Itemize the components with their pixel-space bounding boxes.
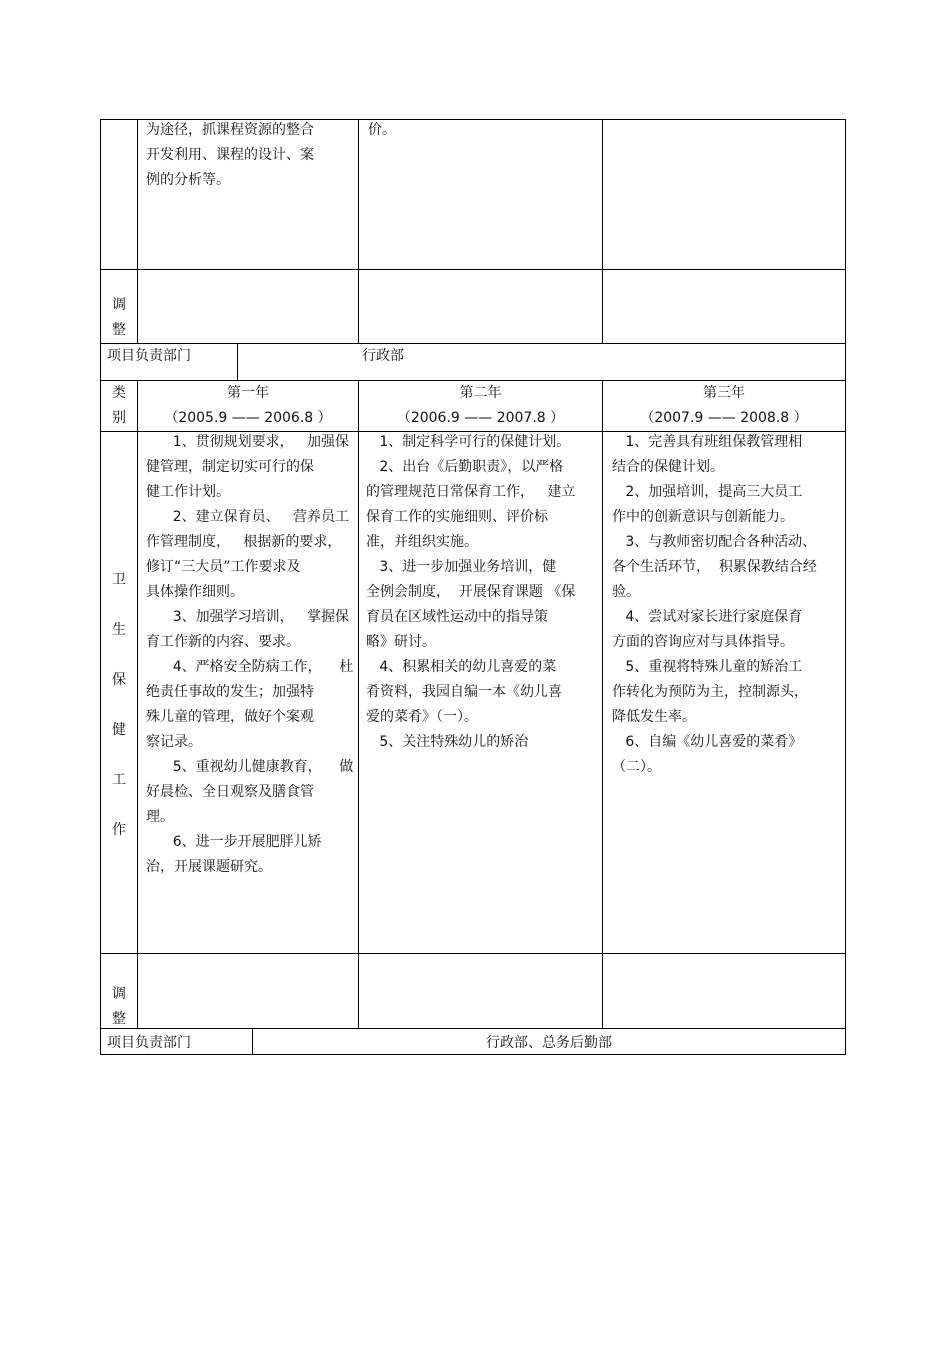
grid-line xyxy=(358,380,359,1029)
year2-range: （2006.9 —— 2007.8 ） xyxy=(396,410,565,426)
grid-line xyxy=(100,343,846,344)
grid-line xyxy=(100,1028,846,1029)
grid-line xyxy=(100,269,846,270)
section1-dept-label: 项目负责部门 xyxy=(107,348,191,364)
section2-adjust-label: 调 整 xyxy=(112,986,126,1027)
year3-plan-text: 1、完善具有班组保教管理相 结合的保健计划。 2、加强培训，提高三大员工 作中的创新意识与创新能力。 3、与教师密切配合各种活动、 各个生活环节， 积累保教结合经 验。 4、尝试对家长进行家庭保育 方面的咨询应对与具体指导。 5、重视将特殊儿童的矫治工 作转化为预防为主，控制源头， 降低发生率。 6、自编《幼儿喜爱的菜肴》 （二）。 xyxy=(612,434,817,775)
section2-dept-label: 项目负责部门 xyxy=(107,1035,191,1051)
grid-line xyxy=(100,431,846,432)
grid-line xyxy=(100,1054,846,1055)
section1-adjust-label: 调 整 xyxy=(112,297,126,338)
category-health-work: 卫 生 保 健 工 作 xyxy=(112,572,126,838)
year3-title: 第三年 xyxy=(703,385,745,401)
section1-dept-value: 行政部 xyxy=(362,348,404,364)
year2-header xyxy=(359,381,602,431)
category-header: 类 别 xyxy=(112,385,126,426)
grid-line xyxy=(358,119,359,344)
section1-col2-text: 价。 xyxy=(368,122,396,138)
grid-line xyxy=(100,380,846,381)
year3-header xyxy=(603,381,845,431)
grid-line xyxy=(137,119,138,344)
year3-range: （2007.9 —— 2008.8 ） xyxy=(640,410,808,426)
grid-line xyxy=(602,380,603,1029)
section2-dept-value: 行政部、总务后勤部 xyxy=(486,1035,612,1051)
grid-line xyxy=(137,380,138,1029)
year1-header xyxy=(138,381,358,431)
section1-col1-text: 为途径，抓课程资源的整合 开发利用、课程的设计、案 例的分析等。 xyxy=(146,122,314,188)
grid-line xyxy=(602,119,603,344)
grid-line xyxy=(252,1028,253,1055)
grid-line xyxy=(100,119,101,1055)
grid-line xyxy=(237,343,238,381)
year1-plan-text: 1、贯彻规划要求， 加强保 健管理，制定切实可行的保 健工作计划。 2、建立保育员、 营养员工 作管理制度， 根据新的要求， 修订“三大员”工作要求及 具体操作细则。 3、加强学习培训， 掌握保 育工作新的内容、要求。 4、严格安全防病工作， 杜 绝责任事故的发生；加强特 殊儿童的管理，做好个案观 察记录。 5、重视幼儿健康教育， 做 好晨检、全日观察及膳食管 理。 6、进一步开展肥胖儿矫 治，开展课题研究。 xyxy=(146,434,354,875)
grid-line xyxy=(100,119,846,120)
year2-title: 第二年 xyxy=(459,385,502,401)
year2-plan-text: 1、制定科学可行的保健计划。 2、出台《后勤职责》，以严格 的管理规范日常保育工作， 建立 保育工作的实施细则、评价标 准，并组织实施。 3、进一步加强业务培训，健 全例会制度， 开展保育课题 《保 育员在区域性运动中的指导策 略》研讨。 4、积累相关的幼儿喜爱的菜 肴资料，我园自编一本《幼儿喜 爱的菜肴》（一）。 5、关注特殊幼儿的矫治 xyxy=(366,434,576,750)
year1-title: 第一年 xyxy=(227,385,269,401)
grid-line xyxy=(100,953,846,954)
grid-line xyxy=(845,119,846,1055)
year1-range: （2005.9 —— 2006.8 ） xyxy=(164,410,332,426)
